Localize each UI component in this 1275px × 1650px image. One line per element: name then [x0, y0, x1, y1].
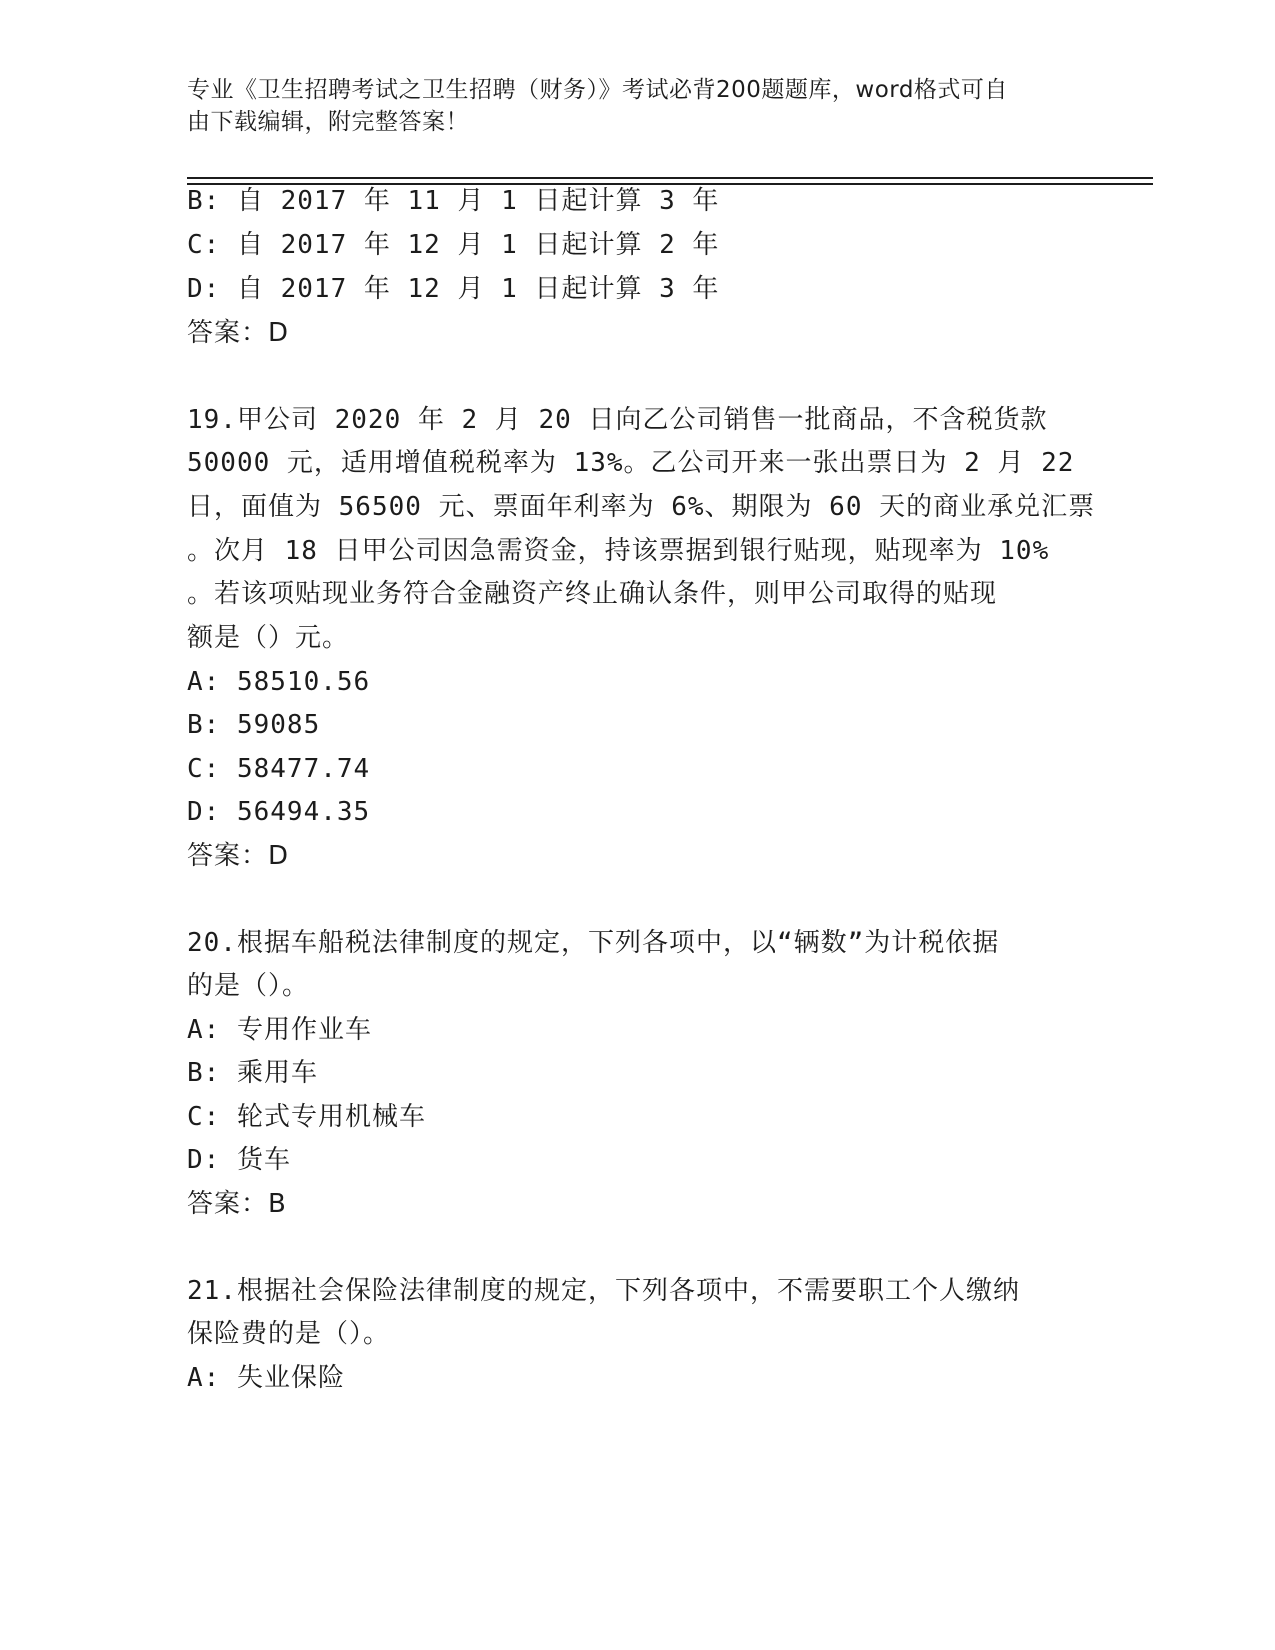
q20-stem-line: 20.根据车船税法律制度的规定，下列各项中，以“辆数”为计税依据: [187, 928, 1000, 958]
q20-option-a: A: 专用作业车: [187, 1015, 372, 1045]
q21-option-a: A: 失业保险: [187, 1363, 345, 1393]
q19-option-c: C: 58477.74: [187, 754, 371, 784]
q20-stem-line: 的是（）。: [187, 971, 310, 1001]
q19-answer: 答案：D: [187, 841, 290, 871]
q19-stem-line: 19.甲公司 2020 年 2 月 20 日向乙公司销售一批商品，不含税货款: [187, 405, 1048, 435]
q21-stem-line: 21.根据社会保险法律制度的规定，下列各项中，不需要职工个人缴纳: [187, 1276, 1020, 1306]
q20-option-b: B: 乘用车: [187, 1058, 318, 1088]
q19-option-d: D: 56494.35: [187, 797, 371, 827]
header-divider: [187, 177, 1153, 179]
q20-option-d: D: 货车: [187, 1145, 291, 1175]
q18-option-b: B: 自 2017 年 11 月 1 日起计算 3 年: [187, 186, 720, 216]
q18-option-d: D: 自 2017 年 12 月 1 日起计算 3 年: [187, 274, 720, 304]
header-line: 专业《卫生招聘考试之卫生招聘（财务）》考试必背200题题库，word格式可自: [187, 77, 1008, 103]
header-line: 由下载编辑，附完整答案！: [187, 109, 469, 135]
q18-answer: 答案：D: [187, 318, 290, 348]
document-header: [187, 74, 1067, 138]
q19-stem-line: 。次月 18 日甲公司因急需资金，持该票据到银行贴现，贴现率为 10%: [187, 536, 1050, 566]
q19-stem-line: 额是（）元。: [187, 623, 350, 653]
q19-stem-line: 50000 元，适用增值税税率为 13%。乙公司开来一张出票日为 2 月 22: [187, 448, 1075, 478]
q21-stem-line: 保险费的是（）。: [187, 1319, 391, 1349]
q19-option-a: A: 58510.56: [187, 667, 371, 697]
q19-stem-line: 日，面值为 56500 元、票面年利率为 6%、期限为 60 天的商业承兑汇票: [187, 492, 1096, 522]
q19-stem-line: 。若该项贴现业务符合金融资产终止确认条件，则甲公司取得的贴现: [187, 579, 998, 609]
q20-answer: 答案：B: [187, 1189, 287, 1219]
q18-option-c: C: 自 2017 年 12 月 1 日起计算 2 年: [187, 230, 720, 260]
q20-option-c: C: 轮式专用机械车: [187, 1102, 426, 1132]
q19-option-b: B: 59085: [187, 710, 321, 740]
